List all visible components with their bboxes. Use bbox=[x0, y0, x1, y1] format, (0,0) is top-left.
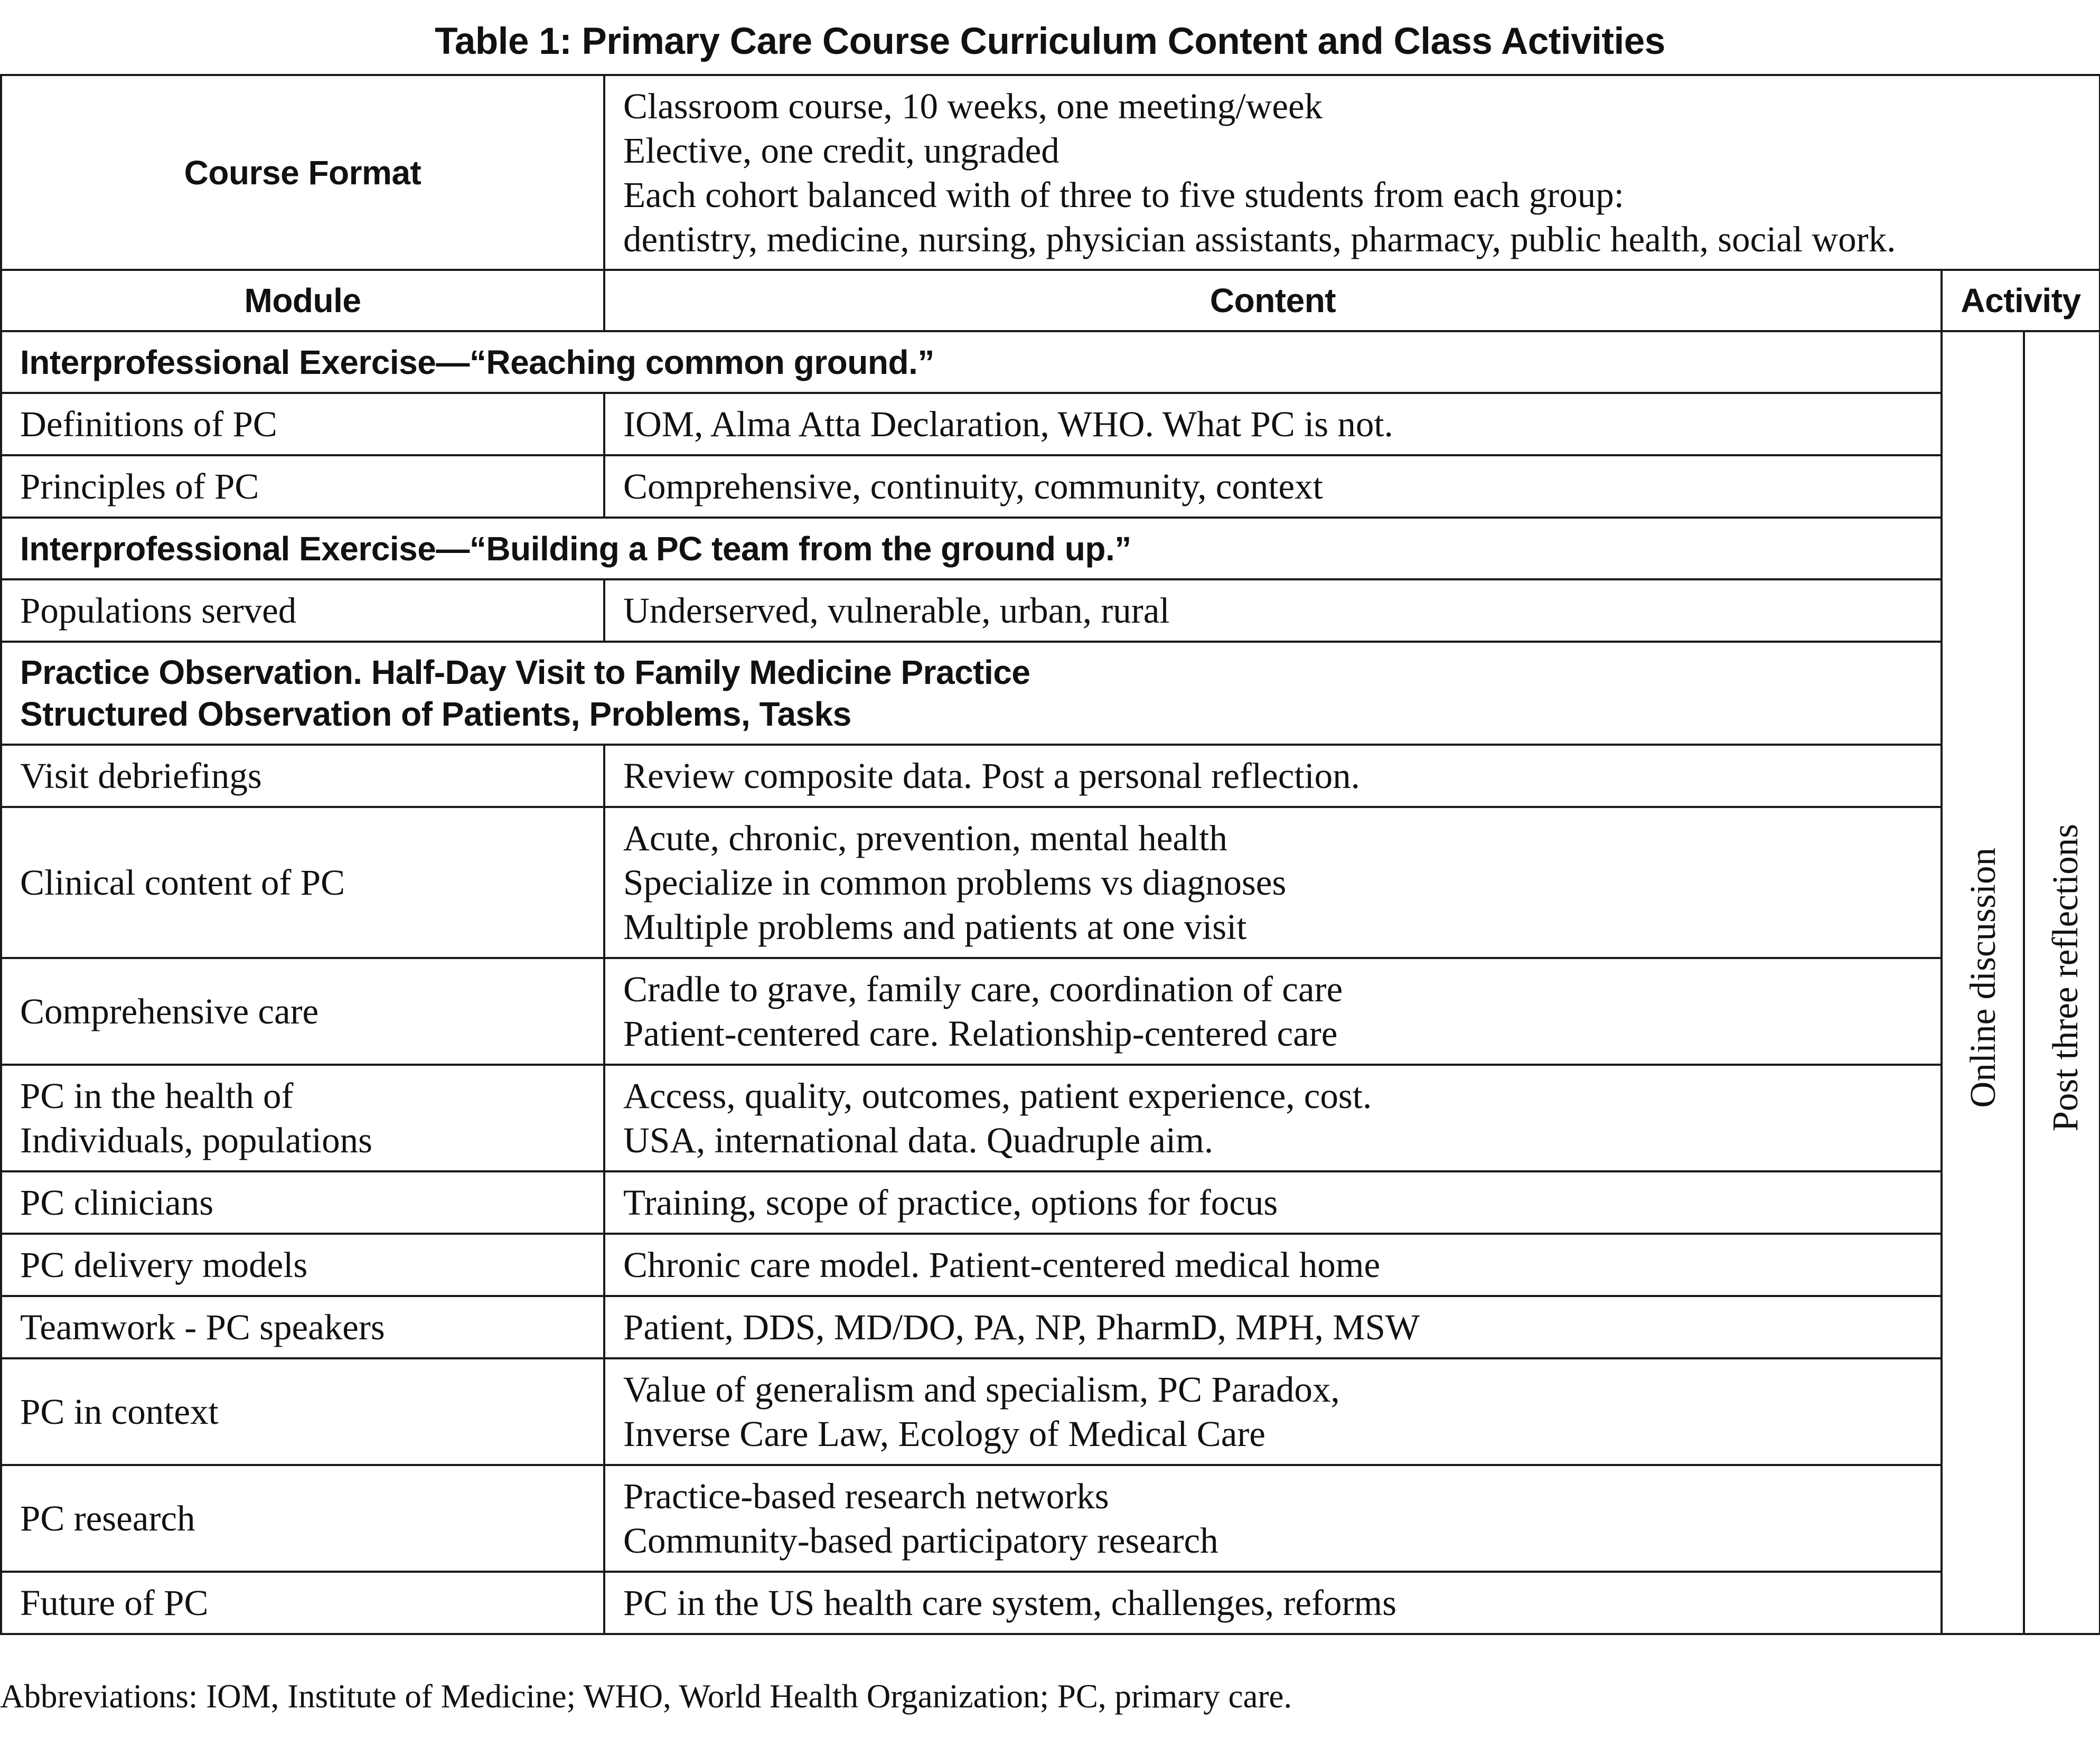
content-cell bbox=[604, 579, 1942, 642]
module-cell bbox=[1, 1465, 604, 1572]
practice-observation-heading bbox=[1, 642, 1942, 745]
activity-online-discussion bbox=[1942, 331, 2024, 1634]
module-text: Individuals, populations bbox=[20, 1120, 372, 1160]
content-text: PC in the US health care system, challenges, reforms bbox=[623, 1583, 1396, 1623]
course-format-label: Course Format bbox=[1, 75, 604, 270]
content-cell bbox=[604, 1171, 1942, 1234]
table-row bbox=[1, 958, 2100, 1065]
module-cell bbox=[1, 1572, 604, 1634]
module-header: Module bbox=[1, 270, 604, 331]
content-header: Content bbox=[604, 270, 1942, 331]
content-text: Patient-centered care. Relationship-centered care bbox=[623, 1013, 1338, 1054]
content-text: Community-based participatory research bbox=[623, 1520, 1218, 1561]
content-text: Chronic care model. Patient-centered medical home bbox=[623, 1245, 1381, 1285]
module-text: PC delivery models bbox=[20, 1245, 308, 1285]
curriculum-table bbox=[0, 74, 2100, 1635]
content-cell bbox=[604, 393, 1942, 455]
content-cell bbox=[604, 745, 1942, 807]
observation-line: Structured Observation of Patients, Problems, Tasks bbox=[20, 694, 851, 733]
content-cell bbox=[604, 958, 1942, 1065]
module-cell bbox=[1, 958, 604, 1065]
module-cell bbox=[1, 1296, 604, 1358]
module-cell bbox=[1, 1358, 604, 1465]
online-discussion-label: Online discussion bbox=[1963, 847, 2003, 1108]
content-text: Patient, DDS, MD/DO, PA, NP, PharmD, MPH, MSW bbox=[623, 1307, 1420, 1347]
content-text: Multiple problems and patients at one visit bbox=[623, 907, 1247, 947]
module-text: PC in the health of bbox=[20, 1076, 294, 1116]
table-row bbox=[1, 1572, 2100, 1634]
module-cell bbox=[1, 455, 604, 518]
content-cell bbox=[604, 455, 1942, 518]
content-cell bbox=[604, 1065, 1942, 1171]
table-row bbox=[1, 1296, 2100, 1358]
exercise-1-heading: Interprofessional Exercise—“Reaching common ground.” bbox=[1, 331, 1942, 393]
content-cell bbox=[604, 1465, 1942, 1572]
content-cell bbox=[604, 807, 1942, 958]
content-cell bbox=[604, 1296, 1942, 1358]
content-text: Practice-based research networks bbox=[623, 1476, 1109, 1516]
content-text: Inverse Care Law, Ecology of Medical Care bbox=[623, 1414, 1265, 1454]
table-row bbox=[1, 1234, 2100, 1296]
module-cell bbox=[1, 745, 604, 807]
table-row bbox=[1, 393, 2100, 455]
module-text: Visit debriefings bbox=[20, 756, 262, 796]
content-cell bbox=[604, 1234, 1942, 1296]
table-title: Table 1: Primary Care Course Curriculum Content and Class Activities bbox=[435, 21, 1665, 62]
content-text: Underserved, vulnerable, urban, rural bbox=[623, 590, 1170, 631]
table-row bbox=[1, 455, 2100, 518]
module-text: PC in context bbox=[20, 1392, 219, 1432]
table-row bbox=[1, 1065, 2100, 1171]
observation-line: Practice Observation. Half-Day Visit to Family Medicine Practice bbox=[20, 653, 1030, 691]
module-cell bbox=[1, 1065, 604, 1171]
content-text: IOM, Alma Atta Declaration, WHO. What PC is not. bbox=[623, 404, 1393, 444]
section-row bbox=[1, 642, 2100, 745]
activity-header: Activity bbox=[1942, 270, 2100, 331]
content-text: Acute, chronic, prevention, mental health bbox=[623, 818, 1227, 858]
course-format-line: dentistry, medicine, nursing, physician assistants, pharmacy, public health, social work. bbox=[623, 219, 1896, 259]
module-text: Future of PC bbox=[20, 1583, 209, 1623]
table-row bbox=[1, 1358, 2100, 1465]
table-row bbox=[1, 807, 2100, 958]
module-text: Principles of PC bbox=[20, 466, 259, 506]
module-text: Populations served bbox=[20, 590, 297, 631]
exercise-2-heading: Interprofessional Exercise—“Building a PC team from the ground up.” bbox=[1, 518, 1942, 579]
header-row bbox=[1, 270, 2100, 331]
module-cell bbox=[1, 579, 604, 642]
content-text: USA, international data. Quadruple aim. bbox=[623, 1120, 1214, 1160]
course-format-line: Each cohort balanced with of three to five students from each group: bbox=[623, 174, 1624, 215]
table-row bbox=[1, 745, 2100, 807]
post-reflections-label: Post three reflections bbox=[2045, 823, 2085, 1132]
course-format-details bbox=[604, 75, 2100, 270]
activity-post-reflections bbox=[2024, 331, 2100, 1634]
module-text: Clinical content of PC bbox=[20, 862, 345, 903]
table-row bbox=[1, 1465, 2100, 1572]
module-text: PC research bbox=[20, 1498, 195, 1538]
content-text: Review composite data. Post a personal reflection. bbox=[623, 756, 1360, 796]
table-row bbox=[1, 579, 2100, 642]
content-text: Training, scope of practice, options for focus bbox=[623, 1182, 1278, 1223]
content-cell bbox=[604, 1358, 1942, 1465]
module-cell bbox=[1, 1234, 604, 1296]
section-row bbox=[1, 331, 2100, 393]
table-row bbox=[1, 1171, 2100, 1234]
course-format-line: Classroom course, 10 weeks, one meeting/week bbox=[623, 86, 1323, 126]
content-text: Access, quality, outcomes, patient experience, cost. bbox=[623, 1076, 1372, 1116]
section-row bbox=[1, 518, 2100, 579]
content-text: Comprehensive, continuity, community, context bbox=[623, 466, 1323, 506]
module-text: Definitions of PC bbox=[20, 404, 277, 444]
content-cell bbox=[604, 1572, 1942, 1634]
content-text: Specialize in common problems vs diagnoses bbox=[623, 862, 1287, 903]
course-format-row bbox=[1, 75, 2100, 270]
module-text: PC clinicians bbox=[20, 1182, 214, 1223]
module-cell bbox=[1, 1171, 604, 1234]
content-text: Value of generalism and specialism, PC Paradox, bbox=[623, 1369, 1340, 1410]
module-text: Comprehensive care bbox=[20, 991, 319, 1031]
content-text: Cradle to grave, family care, coordination of care bbox=[623, 969, 1343, 1009]
abbreviations-footnote: Abbreviations: IOM, Institute of Medicine; WHO, World Health Organization; PC, primary care. bbox=[0, 1678, 1292, 1715]
course-format-line: Elective, one credit, ungraded bbox=[623, 130, 1060, 171]
module-text: Teamwork - PC speakers bbox=[20, 1307, 385, 1347]
module-cell bbox=[1, 807, 604, 958]
module-cell bbox=[1, 393, 604, 455]
